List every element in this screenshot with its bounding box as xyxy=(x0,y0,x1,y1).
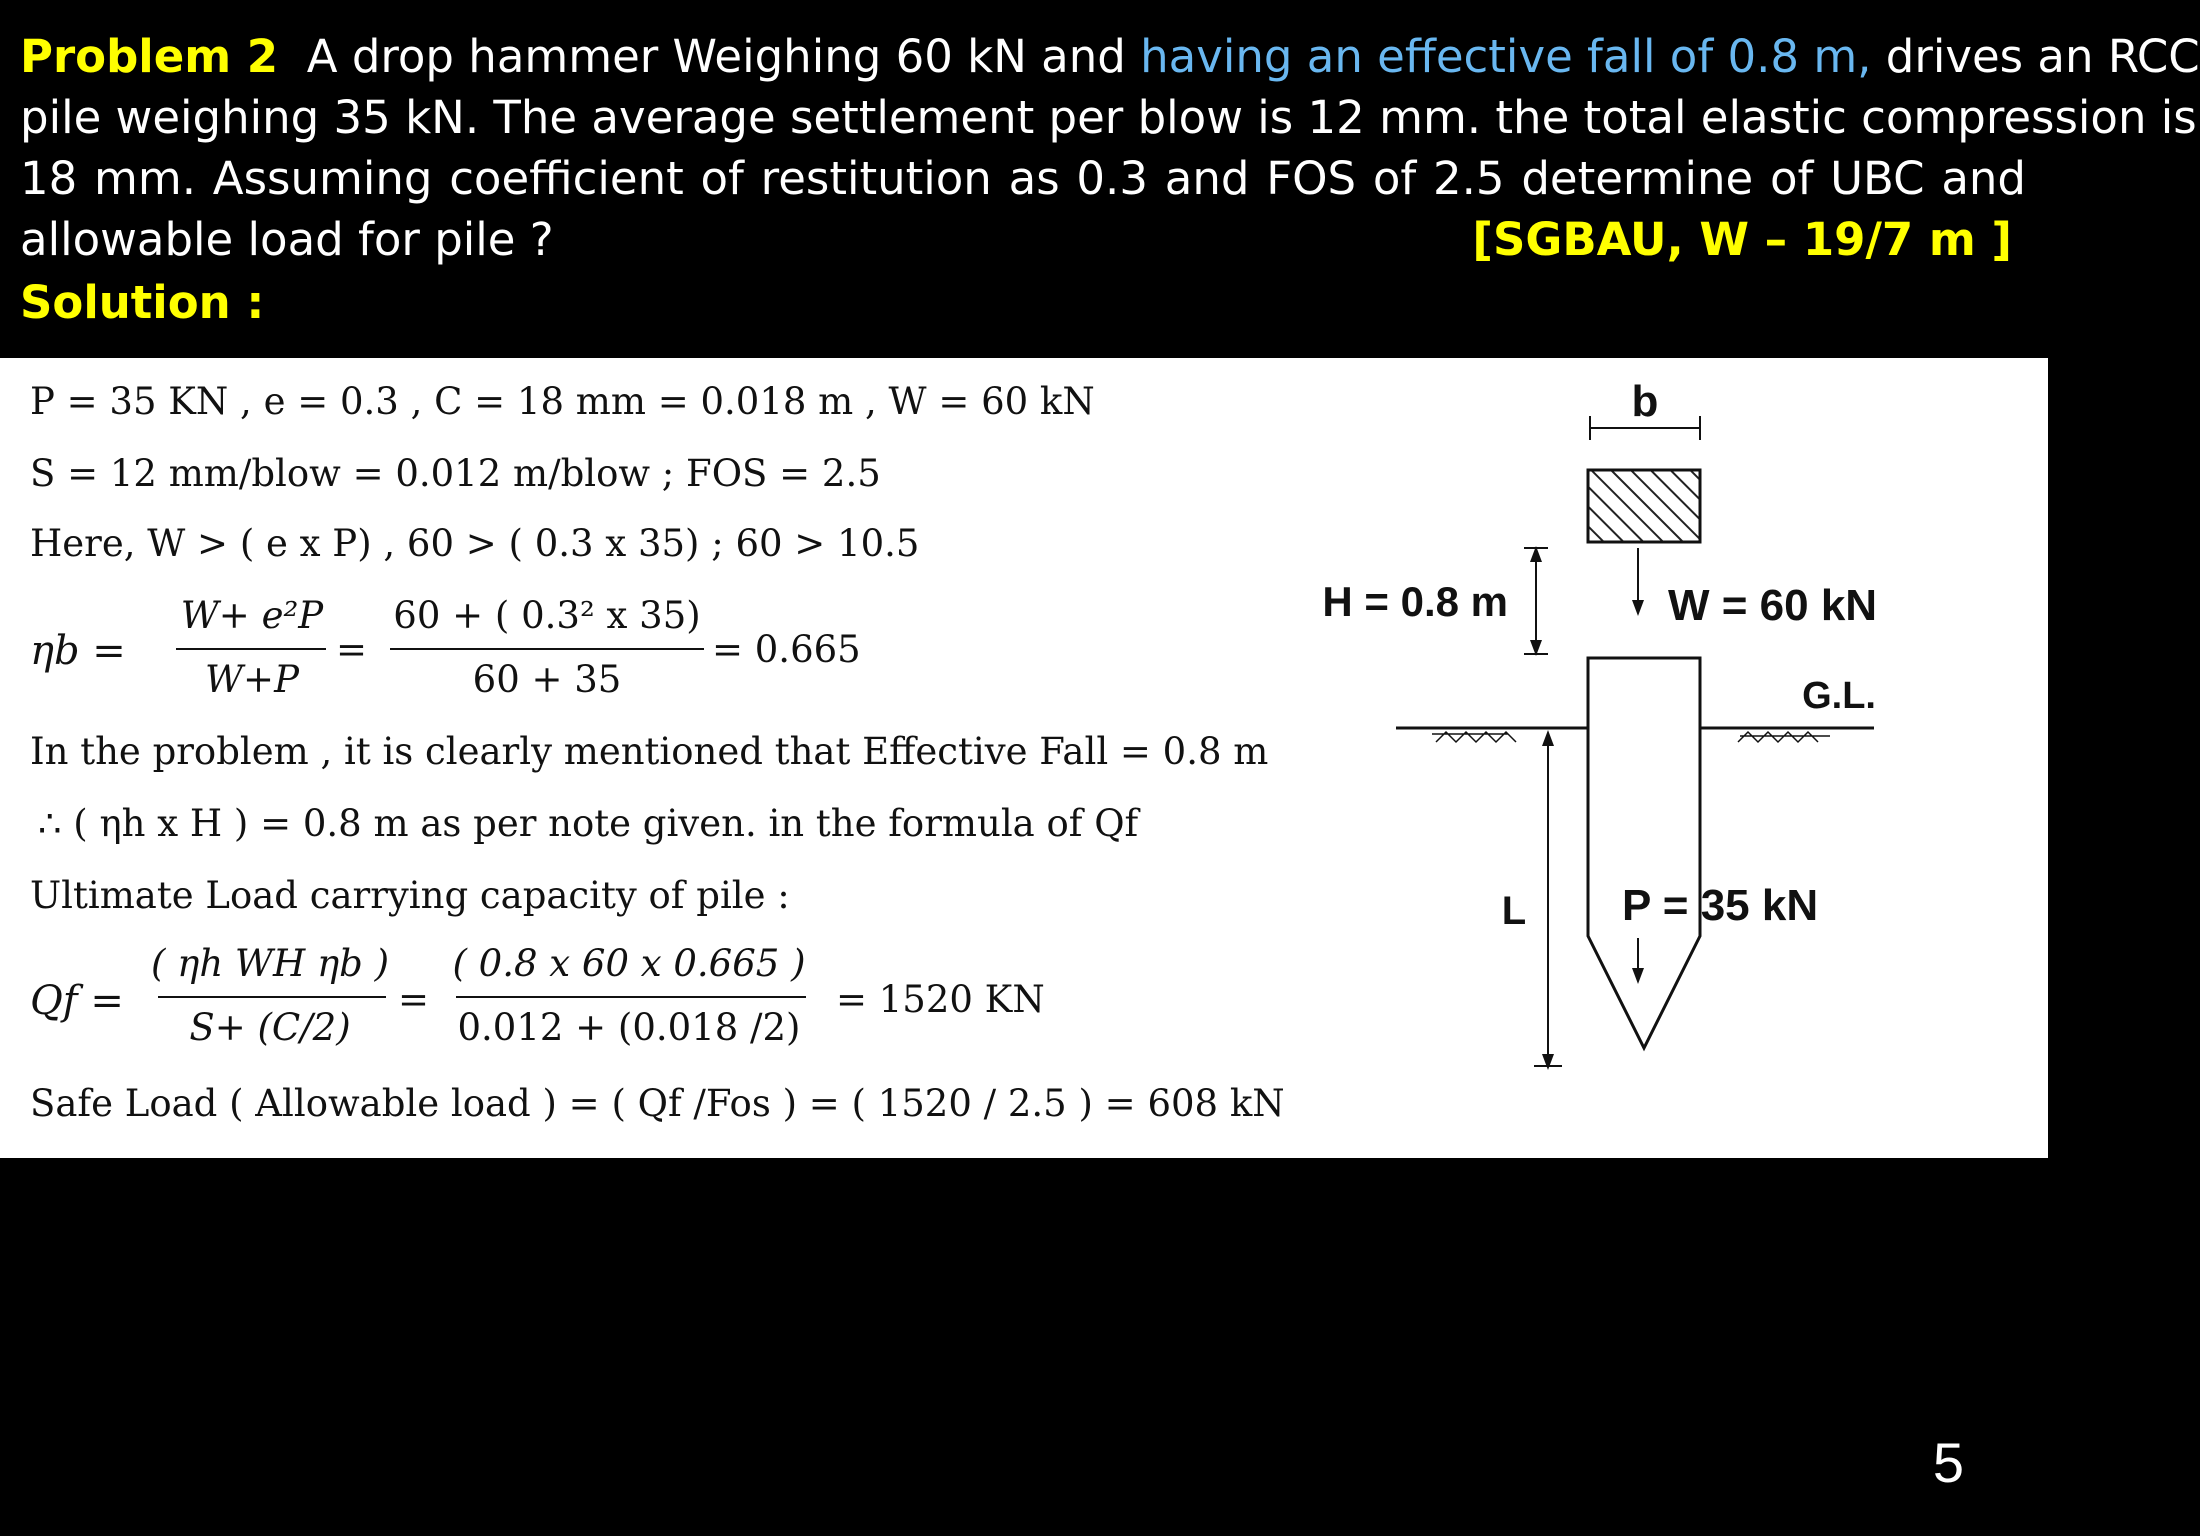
problem-line-3: 18 mm. Assuming coefficient of restitution as 0.3 and FOS of 2.5 determine of UBC and xyxy=(20,152,2026,205)
given-values-1: P = 35 KN , e = 0.3 , C = 18 mm = 0.018 m , W = 60 kN xyxy=(30,380,1095,423)
soil-hatching-left xyxy=(1432,732,1516,742)
width-label: b xyxy=(1631,377,1659,426)
eta-b-result: = 0.665 xyxy=(712,628,861,671)
eta-b-numerator-values: 60 + ( 0.3² x 35) xyxy=(393,594,701,637)
eta-b-denominator-values: 60 + 35 xyxy=(472,658,622,701)
problem-label: Problem 2 xyxy=(20,30,279,83)
problem-text: drives an RCC xyxy=(1885,30,2200,83)
eta-b-symbol: ηb = xyxy=(30,628,126,674)
effective-fall-note: In the problem , it is clearly mentioned that Effective Fall = 0.8 m xyxy=(30,730,1269,773)
reference: [SGBAU, W – 19/7 m ] xyxy=(1472,213,2012,266)
ground-level-label: G.L. xyxy=(1802,675,1876,717)
hammer-block xyxy=(1588,470,1700,542)
safe-load: Safe Load ( Allowable load ) = ( Qf /Fos ) = ( 1520 / 2.5 ) = 608 kN xyxy=(30,1082,1285,1125)
qf-numerator-values: ( 0.8 x 60 x 0.665 ) xyxy=(452,942,806,985)
problem-statement xyxy=(20,26,2200,270)
eta-b-denominator: W+P xyxy=(205,658,299,701)
soil-hatching-right xyxy=(1738,732,1830,742)
equals-sign: = xyxy=(336,628,368,671)
highlighted-text: having an effective fall of 0.8 m, xyxy=(1140,30,1872,83)
condition-check: Here, W > ( e x P) , 60 > ( 0.3 x 35) ; 60 > 10.5 xyxy=(30,522,920,565)
fraction-bar xyxy=(456,996,806,998)
qf-denominator: S+ (C/2) xyxy=(189,1006,351,1049)
pile-outline xyxy=(1588,658,1700,1048)
given-values-2: S = 12 mm/blow = 0.012 m/blow ; FOS = 2.5 xyxy=(30,452,881,495)
pile-weight-label: P = 35 kN xyxy=(1622,881,1819,930)
equals-sign: = xyxy=(398,978,430,1021)
length-label: L xyxy=(1501,889,1527,933)
problem-line-4 xyxy=(20,209,2026,270)
fall-label: H = 0.8 m xyxy=(1322,578,1508,625)
qf-numerator: ( ηh WH ηb ) xyxy=(150,942,390,985)
problem-text: allowable load for pile ? xyxy=(20,213,554,266)
qf-denominator-values: 0.012 + (0.018 /2) xyxy=(457,1006,801,1049)
solution-label: Solution : xyxy=(20,276,265,329)
problem-line-2: pile weighing 35 kN. The average settlement per blow is 12 mm. the total elastic compression is xyxy=(20,91,2197,144)
eta-b-numerator: W+ e²P xyxy=(180,594,324,637)
qf-symbol: Qf = xyxy=(30,978,124,1024)
qf-result: = 1520 KN xyxy=(836,978,1045,1021)
hammer-weight-label: W = 60 kN xyxy=(1668,581,1878,630)
fraction-bar xyxy=(176,648,326,650)
page-number: 5 xyxy=(1932,1431,1964,1494)
problem-line-1 xyxy=(20,26,2200,87)
eta-h-note: ∴ ( ηh x H ) = 0.8 m as per note given. in the formula of Qf xyxy=(38,802,1139,845)
problem-text: A drop hammer Weighing 60 kN and xyxy=(306,30,1126,83)
fraction-bar xyxy=(158,996,386,998)
pile-diagram xyxy=(1260,358,2020,1158)
solution-panel xyxy=(0,358,2048,1158)
ultimate-load-heading: Ultimate Load carrying capacity of pile : xyxy=(30,874,790,917)
fraction-bar xyxy=(390,648,704,650)
